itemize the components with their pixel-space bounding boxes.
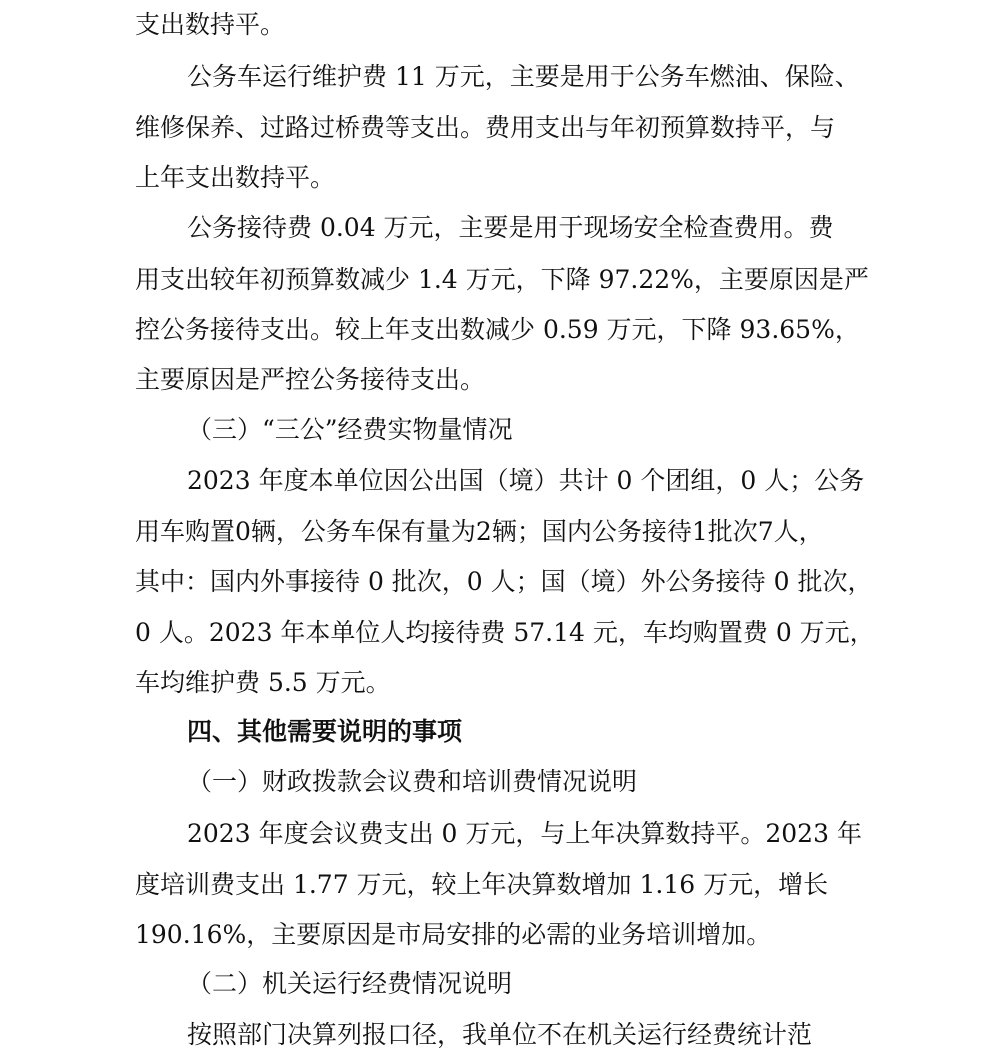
subsection-heading: （一）财政拨款会议费和培训费情况说明 — [187, 767, 638, 796]
paragraph-line: 支出数持平。 — [135, 10, 286, 39]
paragraph-line: 上年支出数持平。 — [135, 163, 336, 192]
paragraph-line: 用车购置0辆，公务车保有量为2辆；国内公务接待1批次7人， — [135, 517, 824, 546]
paragraph-line: 主要原因是严控公务接待支出。 — [135, 365, 486, 394]
paragraph-line: 控公务接待支出。较上年支出数减少 0.59 万元，下降 93.65%， — [135, 315, 860, 344]
paragraph-line: 公务接待费 0.04 万元，主要是用于现场安全检查费用。费 — [187, 213, 834, 242]
section-heading: 四、其他需要说明的事项 — [187, 717, 463, 746]
paragraph-line: 2023 年度会议费支出 0 万元，与上年决算数持平。2023 年 — [187, 819, 862, 848]
paragraph-line: 公务车运行维护费 11 万元，主要是用于公务车燃油、保险、 — [187, 62, 860, 91]
paragraph-line: 车均维护费 5.5 万元。 — [135, 668, 391, 697]
paragraph-line: 用支出较年初预算数减少 1.4 万元，下降 97.22%，主要原因是严 — [135, 265, 869, 294]
paragraph-line: 按照部门决算列报口径，我单位不在机关运行经费统计范 — [187, 1020, 813, 1049]
subsection-heading: （二）机关运行经费情况说明 — [187, 969, 513, 998]
paragraph-line: 0 人。2023 年本单位人均接待费 57.14 元，车均购置费 0 万元， — [135, 618, 875, 647]
paragraph-line: 190.16%，主要原因是市局安排的必需的业务培训增加。 — [135, 920, 772, 949]
paragraph-line: 维修保养、过路过桥费等支出。费用支出与年初预算数持平，与 — [135, 113, 836, 142]
subsection-heading: （三）“三公”经费实物量情况 — [187, 415, 513, 444]
paragraph-line: 其中：国内外事接待 0 批次，0 人；国（境）外公务接待 0 批次， — [135, 567, 873, 596]
paragraph-line: 度培训费支出 1.77 万元，较上年决算数增加 1.16 万元，增长 — [135, 870, 829, 899]
paragraph-line: 2023 年度本单位因公出国（境）共计 0 个团组，0 人；公务 — [187, 466, 865, 495]
